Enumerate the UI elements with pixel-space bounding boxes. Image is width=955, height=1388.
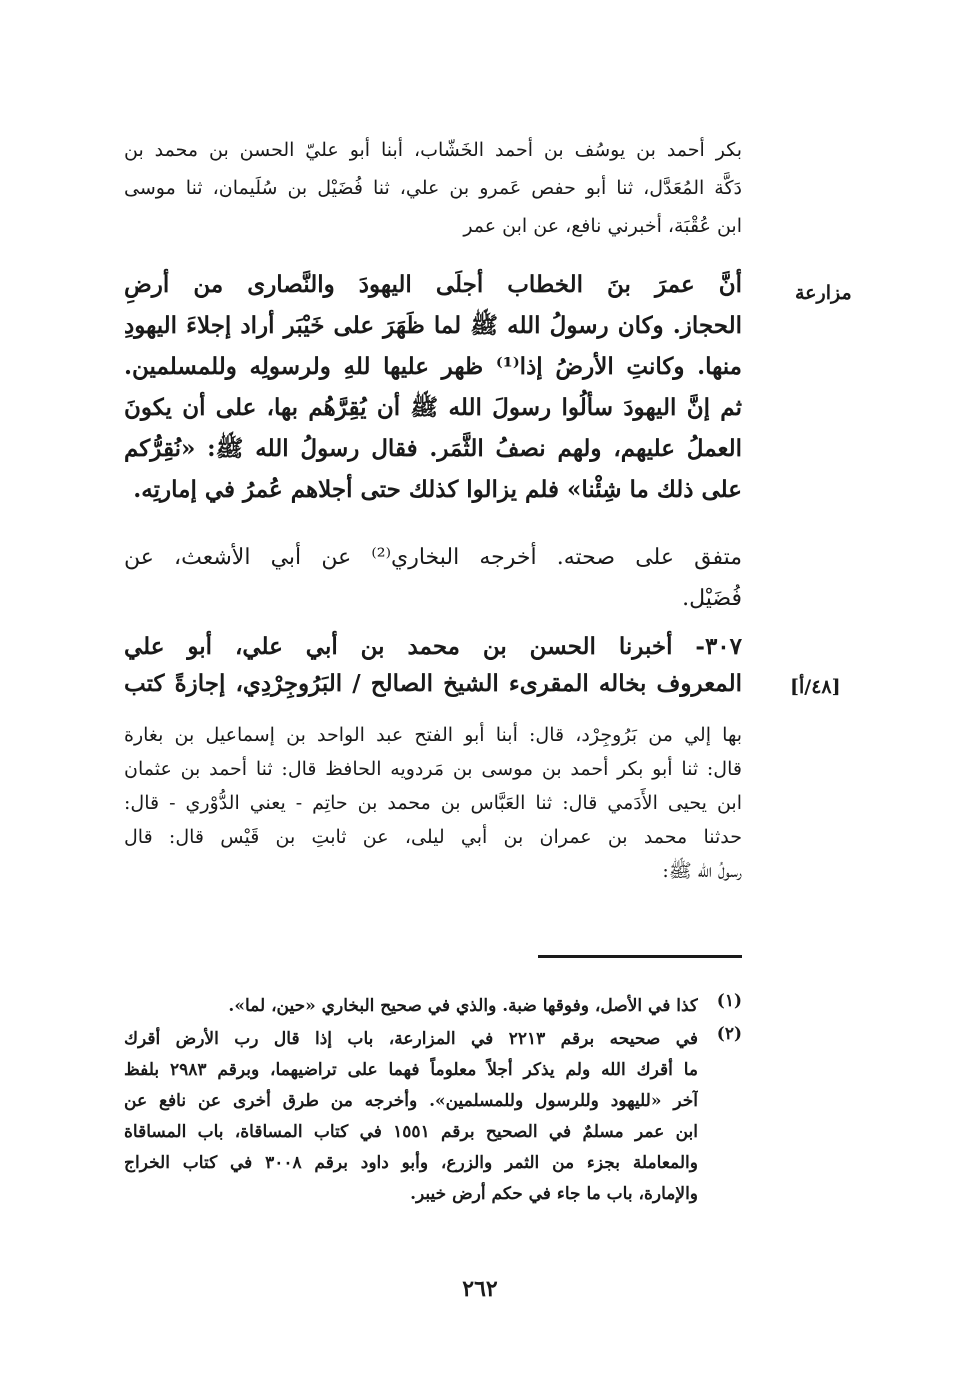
footnote-line: في صحيحه برقم ٢٢١٣ في المزارعة، باب إذا قال رب الأرض أقرك [124, 1029, 698, 1049]
footnote-line: ما أقرك الله ولم يذكر أجلاً معلوماً فهما على تراضيهما، وبرقم ٢٩٨٣ بلفظ [124, 1060, 698, 1080]
manuscript-folio-ref: [٤٨/أ] [790, 676, 841, 698]
hadith-text [124, 264, 742, 510]
text-line: العملُ عليهم، ولهم نصفُ الثَّمَر. فقال رسولُ الله ﷺ: «نُقِرُّكم [124, 435, 742, 462]
text-line: ابن عُقْبَة، أخبرني نافع، عن ابن عمر [463, 215, 742, 237]
text-line: فُضَيْل. [682, 586, 742, 611]
footnote-line: والمعاملة بجزء من الثمر والزرع، وأبو داود برقم ٣٠٠٨ في كتاب الخراج [124, 1153, 698, 1173]
text-line: بكر أحمد بن يوسُف بن أحمد الخَشّاب، أبنا أبو عليّ الحسن بن محمد بن [124, 139, 742, 161]
text-line: رسولُ الله ﷺ: [662, 860, 742, 882]
footnote-2 [124, 1024, 742, 1214]
hadith-307-heading [124, 628, 742, 702]
text-line: منها. وكانتِ الأرضُ إذا⁽¹⁾ ظهر عليها للهِ ولرسولِه وللمسلمين. [124, 353, 742, 380]
text-line: قال: ثنا أبو بكر أحمد بن موسى بن مَردويه الحافظ قال: ثنا أحمد بن عثمان [124, 758, 742, 780]
hadith-attribution [124, 537, 742, 619]
text-line: ثم إنَّ اليهودَ سألُوا رسولَ الله ﷺ أن يُقِرَّهُم بها، على أن يكونَ [124, 394, 742, 421]
text-line: ٣٠٧- أخبرنا الحسن بن محمد بن أبي علي، أبو علي [124, 633, 742, 660]
margin-topic-label: مزارعة [795, 282, 852, 304]
footnote-number: (٢) [716, 1024, 742, 1044]
footnote-line: كذا في الأصل، وفوقها ضبة. والذي في صحيح البخاري «حين، لما». [228, 996, 698, 1016]
text-line: بها إلي من بَرُوجِرْد، قال: أبنا أبو الفتح عبد الواحد بن إسماعيل بن بغارة [124, 724, 742, 746]
text-line: ابن يحيى الأَدَمي قال: ثنا العَبَّاس بن محمد بن حاتِم - يعني الدُّوْري - قال: [124, 792, 742, 814]
footnote-line: آخر «لليهود وللرسول وللمسلمين». وأخرجه من طرق أخرى عن نافع عن [124, 1091, 698, 1111]
text-line: متفق على صحته. أخرجه البخاري⁽²⁾ عن أبي الأشعث، عن [124, 545, 742, 570]
text-line: على ذلك ما شِئْنا» فلم يزالوا كذلك حتى أجلاهم عُمرُ في إمارتِه. [133, 476, 742, 503]
page-number: ٢٦٢ [462, 1276, 498, 1302]
footnote-separator [538, 955, 742, 958]
text-line: أنَّ عمرَ بنَ الخطاب أجلَى اليهودَ والنَّصارى من أرضِ [124, 271, 742, 298]
isnad-chain-top [124, 131, 742, 245]
footnote-line: والإمارة، باب ما جاء في حكم أرض خيبر. [410, 1184, 698, 1204]
text-line: حدثنا محمد بن عمران بن أبي ليلى، عن ثابتِ بن قَيْس قال: قال [124, 826, 742, 848]
isnad-chain-307 [124, 718, 742, 888]
footnote-line: ابن عمر مسلمٌ في الصحيح برقم ١٥٥١ في كتاب المساقاة، باب المساقاة [124, 1122, 698, 1142]
text-line: الحجاز. وكان رسولُ الله ﷺ لما ظَهَرَ على خَيْبَر أراد إجلاءَ اليهودِ [124, 312, 742, 339]
footnote-number: (١) [716, 991, 742, 1011]
footnote-1 [124, 991, 742, 1023]
text-line: المعروف بخاله المقرىء الشيخ الصالح / البَرُوجِرْدِي، إجازةً كتب [124, 670, 742, 697]
text-line: دَكَّة المُعَدَّل، ثنا أبو حفص عَمرو بن علي، ثنا فُضَيْل بن سُلَيمان، ثنا موسى [124, 177, 742, 199]
